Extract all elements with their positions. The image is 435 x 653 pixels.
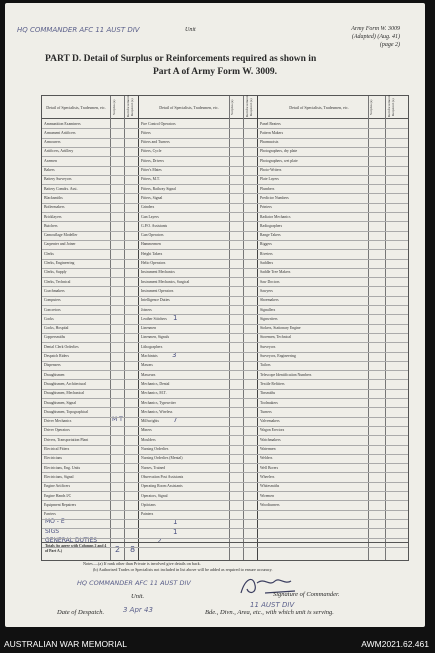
specialist-row-label: Lithographers (141, 344, 163, 349)
specialist-row-label: Radiographers (260, 223, 283, 228)
specialist-row-label: Armourers (44, 140, 61, 145)
specialist-row-label: Surveyors, Engineering (260, 354, 296, 358)
specialist-row-label: Tailors (260, 363, 271, 368)
specialist-row-label: Photographers, wet plate (260, 158, 298, 163)
footer-handwritten-unit: HQ COMMANDER AFC 11 AUST DIV (77, 579, 191, 587)
specialist-row-label: Dental Clerk Orderlies (44, 344, 79, 349)
specialist-row-label: Pattern Makers (260, 130, 284, 135)
row-rule (42, 268, 408, 269)
specialist-row-label: Wheelers (260, 474, 275, 479)
specialist-row-label: Battery Surveyors (44, 177, 72, 182)
specialist-row-label: Turners (260, 409, 272, 414)
row-rule (42, 407, 408, 408)
specialist-row-label: Mechanics, Wireless (141, 409, 173, 414)
specialist-row-label: Clerks, Technical (44, 279, 71, 284)
specialist-row-label: Woodturners (260, 502, 280, 507)
specialist-row-label: Fitter's Mates (141, 168, 162, 172)
extra-row-2-label: SIGS (45, 527, 60, 535)
row-rule (42, 277, 408, 278)
caption-left: AUSTRALIAN WAR MEMORIAL (4, 639, 127, 649)
totals-surplus: 2 (115, 545, 121, 554)
row-rule (42, 240, 408, 241)
despatch-date: 3 Apr 43 (123, 606, 153, 614)
specialist-row-label: Driver Mechanics (44, 419, 72, 424)
specialist-row-label: Artificers, Artillery (44, 149, 74, 154)
row-rule (42, 231, 408, 232)
specialist-row-label: Battery Comdrs. Asst. (44, 186, 78, 191)
signature-label: Signature of Commander. (273, 591, 340, 598)
row-rule (42, 417, 408, 418)
specialist-row-label: Fitters, Drivers (141, 158, 164, 163)
col-head-3-reinf: Reinforcements Required (a) (387, 94, 395, 117)
col-head-1-surplus: Surplus (a) (112, 99, 116, 115)
col-head-1: Detail of Specialists, Tradesmen, etc. (46, 104, 106, 110)
specialist-row-label: Operating Room Assistants (141, 484, 183, 489)
specialist-row-label: Fitters, M.T. (141, 177, 160, 182)
row-rule (42, 184, 408, 185)
specialist-row-label: Radiator Mechanics (260, 214, 291, 219)
specialist-row-label: Opticians (141, 502, 156, 507)
specialist-row-label: Fitters, Railway Signal (141, 186, 176, 191)
specialist-row-label: Signallers (260, 307, 276, 312)
specialist-row-label: Draughtsmen, Topographical (44, 409, 89, 414)
specialist-row-label: Observation Post Assistants (141, 474, 184, 479)
specialist-row-label: Leather Stitchers (141, 316, 167, 321)
specialist-row-label: Bakers (44, 168, 55, 172)
extra-row-3-label: GENERAL DUTIES (45, 537, 98, 544)
specialist-row-label: Coachmakers (44, 288, 65, 293)
row-rule (42, 482, 408, 483)
form-number: Army Form W. 3009 (351, 26, 400, 32)
specialist-row-label: Saddlers (260, 261, 274, 265)
specialist-row-label: Surveyors (260, 344, 276, 349)
row-rule (42, 333, 408, 334)
specialist-row-label: Welders (260, 456, 273, 461)
specialist-row-label: Range Takers (260, 233, 281, 238)
specialist-row-label: Plumbers (260, 186, 275, 191)
specialist-row-label: Saddle Tree Makers (260, 270, 291, 275)
specialist-row-label: Instrument Operators (141, 288, 174, 293)
specialist-row-label: Miners (141, 428, 152, 433)
specialist-row-label: Millwrights (141, 419, 159, 424)
specialist-row-label: Axemen (44, 158, 57, 163)
specialist-row-label: Valvemakers (260, 419, 280, 424)
despatch-surplus-value: 3 (172, 351, 177, 359)
specialist-row-label: Camouflage Modeller (44, 233, 78, 238)
specialist-row-label: Boilermakers (44, 205, 65, 210)
extra-row-1-label: MO - E (45, 518, 65, 526)
row-rule (42, 212, 408, 213)
specialist-row-label: Electricians, Eng. Units (44, 465, 81, 470)
specialist-row-label: Electricians, Signal (44, 474, 74, 479)
col-head-1-reinf: Reinforcements Required (a) (126, 94, 134, 117)
row-rule (42, 221, 408, 222)
row-rule (42, 510, 408, 511)
form-adapted: (Adapted) (Aug. 41) (351, 34, 400, 40)
col-head-2: Detail of Specialists, Tradesmen, etc. (159, 104, 219, 110)
row-rule (42, 259, 408, 260)
specialist-row-label: Driver Operators (44, 428, 70, 433)
caption-bar (0, 630, 435, 653)
specialist-row-label: Draughtsmen, Mechanical (44, 391, 85, 396)
extra-row-3-value: 2 (157, 537, 162, 545)
specialist-row-label: Tinsmiths (260, 391, 276, 396)
row-rule (42, 305, 408, 306)
specialist-row-label: Signwriters (260, 316, 278, 321)
totals-label: Totals (to agree with Columns 2 and 4 of Part A.) (45, 544, 107, 553)
specialist-row-label: Photo-Writers (260, 168, 282, 172)
row-rule (42, 342, 408, 343)
specialist-row-label: Sawyers (260, 288, 273, 293)
form-page (5, 3, 425, 627)
row-rule (42, 547, 408, 548)
col-head-2-reinf: Reinforcements Required (a) (245, 94, 253, 117)
unit-suffix: Unit (185, 27, 196, 33)
row-rule (42, 463, 408, 464)
specialist-row-label: Operators, Signal (141, 493, 168, 498)
specialist-row-label: Fitters and Turners (141, 140, 170, 145)
col-head-2-surplus: Surplus (a) (230, 99, 234, 115)
specialist-row-label: Intelligence Duties (141, 298, 170, 303)
extra-row-2-value: 1 (173, 527, 178, 536)
row-rule (42, 193, 408, 194)
specialist-row-label: Clerks, Supply (44, 270, 67, 275)
title-line-1: PART D. Detail of Surplus or Reinforcements required as shown in (45, 54, 317, 64)
specialist-row-label: Storemen, Technical (260, 335, 292, 340)
row-rule (42, 528, 408, 529)
specialist-row-label: Saw Doctors (260, 279, 280, 284)
row-rule (42, 379, 408, 380)
specialist-row-label: Instrument Mechanics, Surgical (141, 279, 190, 284)
specialist-row-label: Draughtsmen (44, 372, 65, 377)
row-rule (42, 175, 408, 176)
specialist-row-label: Carpenter and Joiner (44, 242, 76, 247)
specialist-row-label: Height Takers (141, 251, 163, 256)
row-rule (42, 324, 408, 325)
specialist-row-label: Draughtsmen, Architectural (44, 381, 87, 386)
specialist-row-label: Coppersmiths (44, 335, 66, 340)
specialist-row-label: Mechanics, Typewriter (141, 400, 176, 405)
specialist-row-label: Despatch Riders (44, 354, 69, 358)
row-rule (42, 538, 408, 539)
row-rule (42, 370, 408, 371)
specialist-row-label: Fitters, Signal (141, 195, 163, 200)
specialist-row-label: Painters (141, 512, 154, 517)
handwritten-unit: HQ COMMANDER AFC 11 AUST DIV (17, 26, 140, 34)
caption-right: AWM2021.62.461 (361, 639, 429, 649)
specialist-row-label: Wagon Erectors (260, 428, 285, 433)
specialist-row-label: Moulders (141, 437, 156, 442)
specialist-row-label: Watermen (260, 447, 276, 451)
specialist-row-label: Whitesmiths (260, 484, 280, 489)
specialist-row-label: Hammermen (141, 242, 161, 247)
cooks-surplus-value: 1 (173, 313, 178, 322)
row-rule (42, 361, 408, 362)
row-rule (42, 138, 408, 139)
specialist-row-label: Instrument Mechanics (141, 270, 175, 275)
totals-rule (42, 542, 408, 543)
title-line-2: Part A of Army Form W. 3009. (153, 67, 278, 77)
notes-line-1: Notes.—(a) If rank other than Private is involved give details on back. (83, 561, 201, 566)
row-rule (42, 398, 408, 399)
specialist-row-label: Riveters (260, 251, 273, 256)
specialist-row-label: Concretors (44, 307, 61, 312)
row-rule (42, 147, 408, 148)
driver-mech-reinf-value: 7 (173, 416, 178, 425)
col-head-3: Detail of Specialists, Tradesmen, etc. (289, 104, 349, 110)
specialist-row-label: Masons (141, 363, 153, 368)
notes-line-2: (b) Authorised Trades or Specialists not included in list above will be added as required to ensure accuracy. (93, 567, 273, 572)
specialist-row-label: Linesmen (141, 326, 156, 331)
extra-row-1-value: 1 (173, 518, 178, 527)
specialist-row-label: Machinists (141, 354, 158, 358)
specialist-row-label: Plate Layers (260, 177, 279, 182)
row-rule (42, 389, 408, 390)
specialist-row-label: Mechanics, Dental (141, 381, 170, 386)
specialist-row-label: Shoemakers (260, 298, 279, 303)
specialist-row-label: Blacksmiths (44, 195, 63, 200)
specialist-row-label: Dispensers (44, 363, 61, 368)
specialist-row-label: Nursing Orderlies (Mental) (141, 456, 183, 461)
row-rule (42, 500, 408, 501)
bde-label: Bde., Divn., Area, etc., with which unit is serving. (205, 609, 334, 616)
specialist-row-label: Riggers (260, 242, 272, 247)
specialist-row-label: Engine Artificers (44, 484, 71, 489)
specialist-row-label: Printers (260, 205, 272, 210)
specialist-row-label: Photographers, dry plate (260, 149, 298, 154)
specialist-row-label: Equipment Repairers (44, 502, 77, 507)
signature-div-hw: 11 AUST DIV (250, 601, 295, 609)
specialist-row-label: Toolmakers (260, 400, 278, 405)
specialist-row-label: Predictor Numbers (260, 195, 289, 200)
row-rule (42, 314, 408, 315)
specialist-row-label: Clerks, Engineering (44, 261, 75, 265)
row-rule (42, 435, 408, 436)
specialist-row-label: G.P.O. Assistants (141, 223, 168, 228)
row-rule (42, 472, 408, 473)
specialist-row-label: Linesmen, Signals (141, 335, 170, 340)
row-rule (42, 249, 408, 250)
row-rule (42, 445, 408, 446)
specialist-row-label: Nursing Orderlies (141, 447, 169, 451)
specialist-row-label: Electricians (44, 456, 62, 461)
specialist-row-label: Armament Artificers (44, 130, 76, 135)
row-rule (42, 491, 408, 492)
despatch-label: Date of Despatch. (57, 609, 105, 616)
specialist-row-label: Computers (44, 298, 61, 303)
specialist-row-label: Gun Operators (141, 233, 164, 238)
form-page-no: (page 2) (379, 42, 400, 48)
specialist-row-label: Fitters (141, 130, 151, 135)
specialist-row-label: Draughtsmen, Signal (44, 400, 77, 405)
row-rule (42, 454, 408, 455)
specialist-row-label: Farriers (44, 512, 56, 517)
specialist-row-label: Drivers, Transportation Plant (44, 437, 89, 442)
specialist-row-label: Fire Control Operators (141, 121, 176, 126)
driver-mech-note: M T (112, 416, 123, 424)
row-rule (42, 519, 408, 520)
specialist-row-label: Masseurs (141, 372, 156, 377)
specialist-row-label: Clerks (44, 251, 54, 256)
specialist-row-label: Textile Refitters (260, 381, 285, 386)
row-rule (42, 426, 408, 427)
specialist-row-label: Nurses, Trained (141, 465, 166, 470)
specialist-row-label: Panel Beaters (260, 121, 281, 126)
specialist-row-label: Electrical Fitters (44, 447, 70, 451)
specialist-row-label: Wiremen (260, 493, 274, 498)
row-rule (42, 296, 408, 297)
footer-unit-label: Unit. (131, 593, 145, 600)
specialist-row-label: Fitters, Cycle (141, 149, 162, 154)
specialist-row-label: Telescope Identification Numbers (260, 372, 312, 377)
col-head-3-surplus: Surplus (a) (369, 99, 373, 115)
specialist-row-label: Ammunition Examiners (44, 121, 81, 126)
specialist-row-label: Cooks (44, 316, 54, 321)
specialist-row-label: Engine Hands I/C (44, 493, 72, 498)
row-rule (42, 203, 408, 204)
specialist-row-label: Joiners (141, 307, 152, 312)
row-rule (42, 286, 408, 287)
specialist-row-label: Watchmakers (260, 437, 281, 442)
header-rule (42, 118, 408, 119)
specialist-row-label: Cooks, Hospital (44, 326, 69, 331)
row-rule (42, 352, 408, 353)
row-rule (42, 166, 408, 167)
specialist-row-label: Butchers (44, 223, 58, 228)
specialists-table (41, 95, 409, 561)
specialist-row-label: Grinders (141, 205, 155, 210)
specialist-row-label: Pharmacists (260, 140, 279, 145)
specialist-row-label: Bricklayers (44, 214, 62, 219)
totals-reinf: 8 (130, 545, 136, 554)
specialist-row-label: Well Borers (260, 465, 279, 470)
specialist-row-label: Helio Operators (141, 261, 166, 265)
specialist-row-label: Stokers, Stationary Engine (260, 326, 301, 331)
specialist-row-label: Mechanics, M.T. (141, 391, 167, 396)
row-rule (42, 128, 408, 129)
row-rule (42, 156, 408, 157)
specialist-row-label: Gun Layers (141, 214, 159, 219)
